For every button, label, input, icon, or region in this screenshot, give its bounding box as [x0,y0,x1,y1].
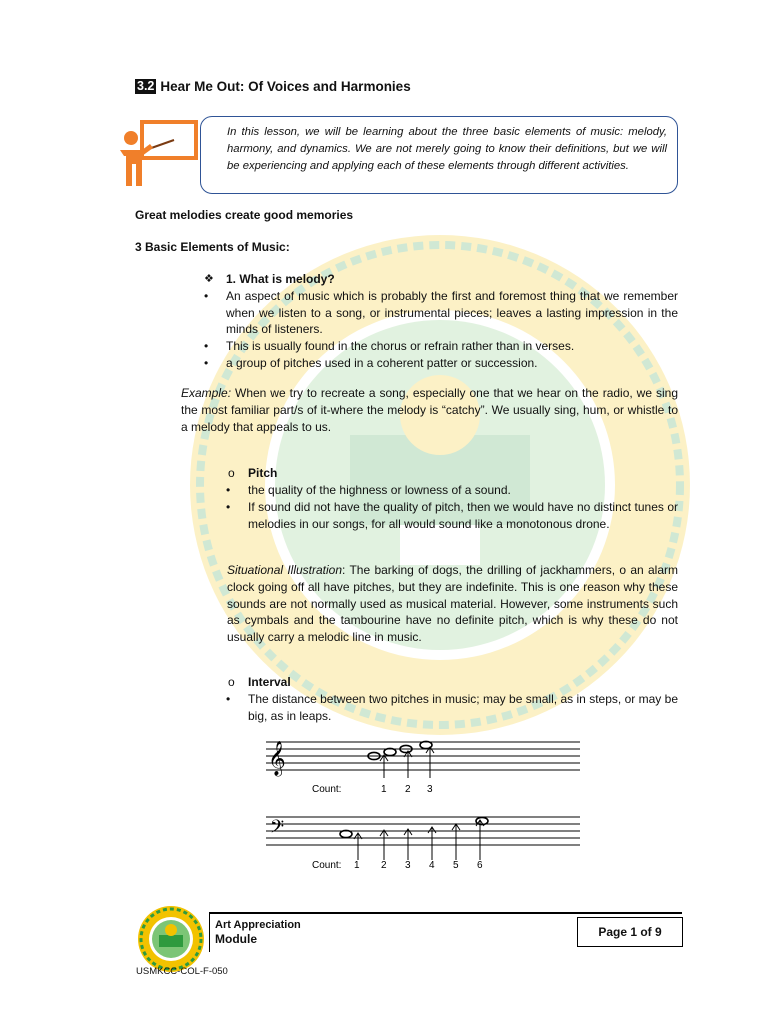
interval-bullet: The distance between two pitches in music; may be small, as in steps, or may be big, as in leaps. [248,692,678,723]
treble-staff-figure [266,738,582,796]
bass-count-2: 2 [381,860,387,870]
section-number: 3.2 [137,79,155,93]
diamond-bullet-icon: ❖ [204,273,214,285]
list-item [226,691,678,725]
pitch-bullet: If sound did not have the quality of pitch, then we would have no distinct tunes or melodies in our songs, for all would sound like a monotonous drone. [248,499,678,531]
list-item [204,288,678,338]
melody-question: 1. What is melody? [226,272,335,286]
treble-count-label: Count: [312,784,342,795]
bullet-icon: • [226,692,231,706]
treble-count-2: 2 [405,784,411,795]
bass-count-5: 5 [453,860,459,870]
example-label: Example: [181,386,232,400]
treble-count-3: 3 [427,784,433,795]
list-item [226,482,678,499]
bullet-icon: • [226,483,231,497]
bass-clef-icon: 𝄢 [270,817,285,842]
situational-paragraph [227,562,678,646]
interval-title: Interval [248,675,291,689]
document-code: USMKCC-COL-F-050 [136,966,228,977]
bass-count-1: 1 [354,860,360,870]
section-title [135,79,411,94]
circle-bullet-icon: o [228,466,235,480]
bass-count-label: Count: [312,860,342,870]
list-item [204,271,678,288]
interval-list [226,691,678,725]
situational-label: Situational Illustration [227,563,343,577]
melody-bullet: This is usually found in the chorus or refrain rather than in verses. [226,339,575,354]
bullet-icon: • [204,288,209,303]
treble-clef-icon: 𝄞 [268,741,286,776]
melody-bullet: An aspect of music which is probably the first and foremost thing that we remember when we listen to a song, or instrumental pieces; leaves a lasting impression in the minds of listeners. [226,288,678,337]
section-title-text: Hear Me Out: Of Voices and Harmonies [160,79,411,94]
university-logo [137,905,205,973]
pitch-title: Pitch [248,466,278,480]
treble-count-1: 1 [381,784,387,795]
interval-heading [228,675,291,689]
footer-course-title: Art Appreciation [215,919,301,931]
elements-heading: 3 Basic Elements of Music: [135,240,290,254]
tagline-heading: Great melodies create good memories [135,208,354,222]
melody-bullet: a group of pitches used in a coherent patter or succession. [226,355,538,370]
teacher-presentation-icon [116,118,202,188]
example-paragraph [181,385,678,435]
bullet-icon: • [226,499,231,514]
page-number-box: Page 1 of 9 [577,917,683,947]
bass-count-6: 6 [477,860,483,870]
example-text: When we try to recreate a song, especially one that we hear on the radio, we sing the most familiar part/s of it-where the melody is “catchy”. We usually sing, hum, or whistle to a melody that appeals to us. [181,386,678,434]
bullet-icon: • [204,355,209,370]
bullet-icon: • [204,339,209,354]
footer-divider [209,912,682,914]
bass-count-4: 4 [429,860,435,870]
list-item [204,338,678,355]
bass-staff-figure [266,814,582,870]
list-item [226,499,678,533]
bass-count-3: 3 [405,860,411,870]
pitch-list [226,482,678,532]
list-item [204,355,678,372]
situational-text: : The barking of dogs, the drilling of jackhammers, o an alarm clock going off all have pitches, but they are indefinite. This is one reason why these sounds are not normally used as musical material. However, some instruments such as cymbals and the tambourine have no definite pitch, which is why these do not usually carry a melodic line in music. [227,563,678,645]
melody-list [204,271,678,372]
lesson-intro-box: In this lesson, we will be learning about the three basic elements of music: melody, harmony, and dynamics. We are not merely going to know their definitions, but we will be experiencing and applying each of these elements through different activities. [200,116,678,194]
footer-module-label: Module [215,932,257,946]
circle-bullet-icon: o [228,675,235,689]
pitch-bullet: the quality of the highness or lowness of a sound. [248,483,511,497]
footer-vertical-divider [209,912,210,952]
pitch-heading [228,466,277,480]
